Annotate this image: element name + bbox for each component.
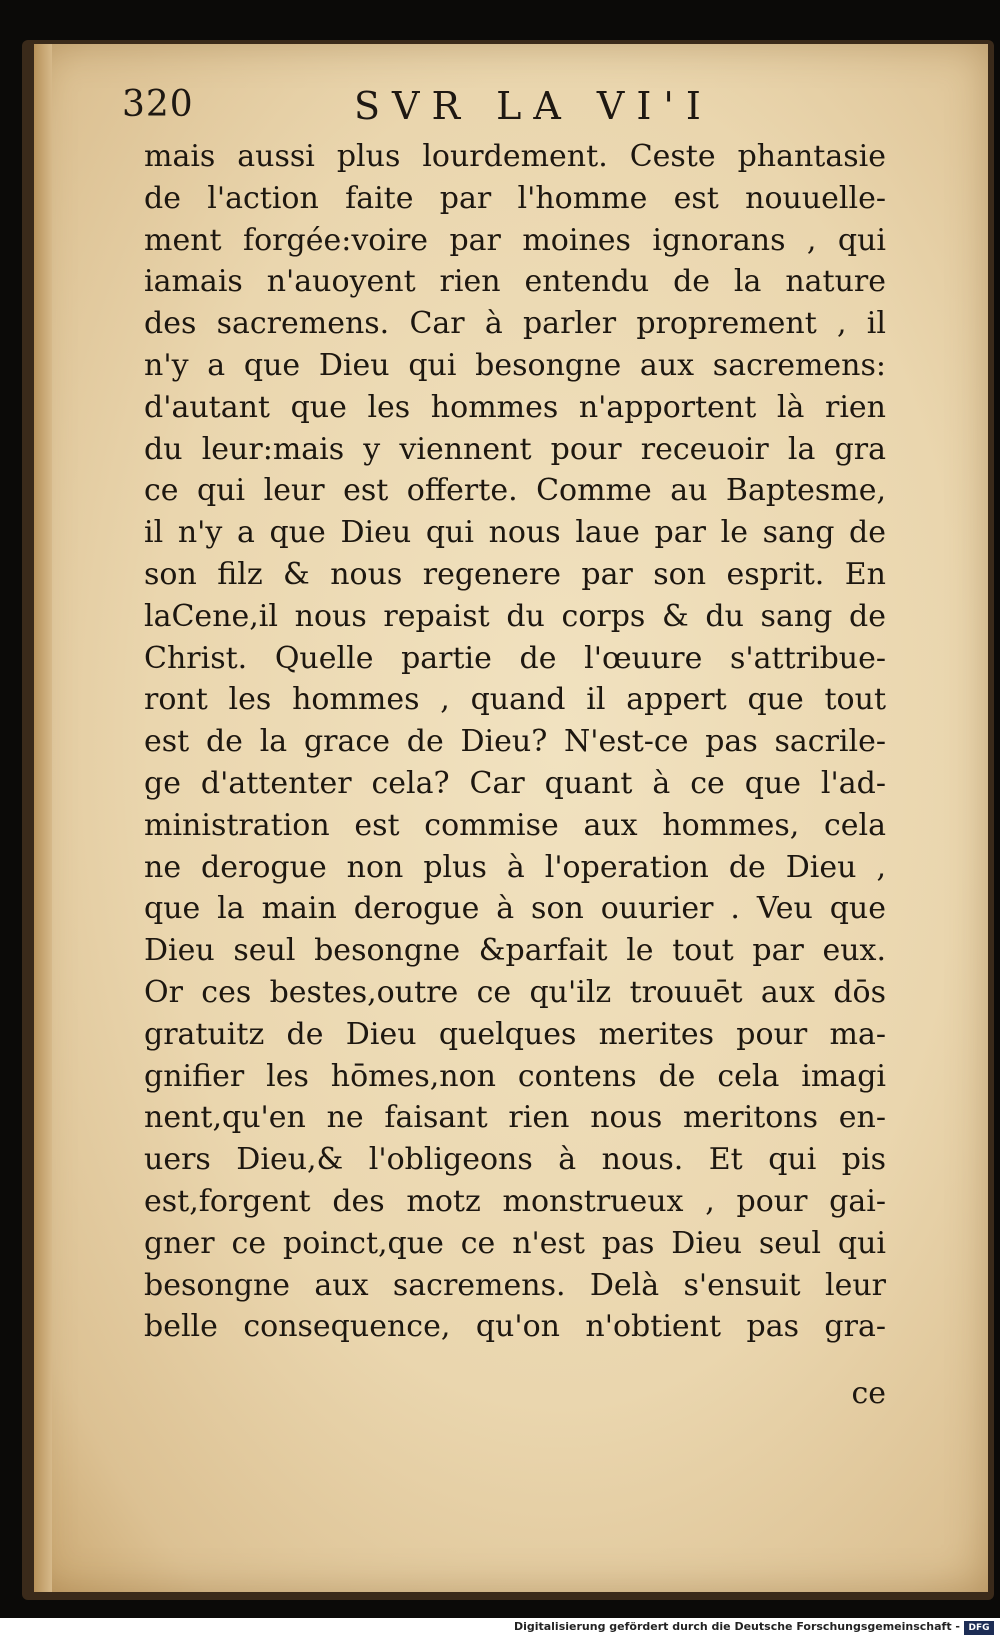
text-line: gratuitz de Dieu quelques merites pour ma- [144, 1016, 886, 1052]
text-line: d'autant que les hommes n'apportent là rien [144, 389, 886, 425]
text-line: son filz & nous regenere par son esprit. En [144, 556, 886, 592]
text-line: il n'y a que Dieu qui nous laue par le sang de [144, 515, 886, 551]
page-number: 320 [122, 84, 194, 125]
text-line: ministration est commise aux hommes, cela [144, 807, 886, 843]
text-line: que la main derogue à son ouurier . Veu que [144, 891, 886, 927]
text-line: n'y a que Dieu qui besongne aux sacremens: [144, 347, 886, 383]
text-line: nent,qu'en ne faisant rien nous meritons en- [144, 1100, 886, 1136]
text-line: iamais n'auoyent rien entendu de la nature [144, 264, 886, 300]
text-line: ront les hommes , quand il appert que tout [144, 682, 886, 718]
text-line: ce qui leur est offerte. Comme au Baptesme, [144, 473, 886, 509]
text-line: uers Dieu,& l'obligeons à nous. Et qui pis [144, 1142, 886, 1178]
text-line: gnifier les hōmes,non contens de cela imagi [144, 1058, 886, 1094]
text-line: ne derogue non plus à l'operation de Dieu , [144, 849, 886, 885]
body-text [144, 136, 886, 1348]
page-gutter-edge [34, 44, 52, 1592]
digitization-credit: Digitalisierung gefördert durch die Deutsche Forschungsgemeinschaft - [513, 1620, 960, 1633]
text-line: ment forgée:voire par moines ignorans , qui [144, 222, 886, 258]
text-line: des sacremens. Car à parler proprement , il [144, 306, 886, 342]
dfg-logo: DFG [964, 1621, 994, 1635]
text-line: Dieu seul besongne &parfait le tout par eux. [144, 933, 886, 969]
text-line: ge d'attenter cela? Car quant à ce que l'ad- [144, 765, 886, 801]
text-line: est,forgent des motz monstrueux , pour gai- [144, 1183, 886, 1219]
text-line: mais aussi plus lourdement. Ceste phantasie [144, 139, 886, 174]
text-line: gner ce poinct,que ce n'est pas Dieu seul qui [144, 1225, 886, 1261]
running-title: SVR LA VI'I [354, 84, 713, 128]
catchword: ce [851, 1376, 886, 1411]
text-line: Christ. Quelle partie de l'œuure s'attribue- [144, 640, 886, 676]
text-line: belle consequence, qu'on n'obtient pas gra- [144, 1309, 886, 1345]
text-line: laCene,il nous repaist du corps & du sang de [144, 598, 886, 634]
text-line: du leur:mais y viennent pour receuoir la gra [144, 431, 886, 467]
text-line: besongne aux sacremens. Delà s'ensuit leur [144, 1267, 886, 1303]
text-line: de l'action faite par l'homme est nouuelle- [144, 180, 886, 216]
text-line: Or ces bestes,outre ce qu'ilz trouuēt aux dōs [144, 974, 886, 1010]
text-line: est de la grace de Dieu? N'est-ce pas sacrile- [144, 724, 886, 760]
page-header [122, 78, 902, 134]
